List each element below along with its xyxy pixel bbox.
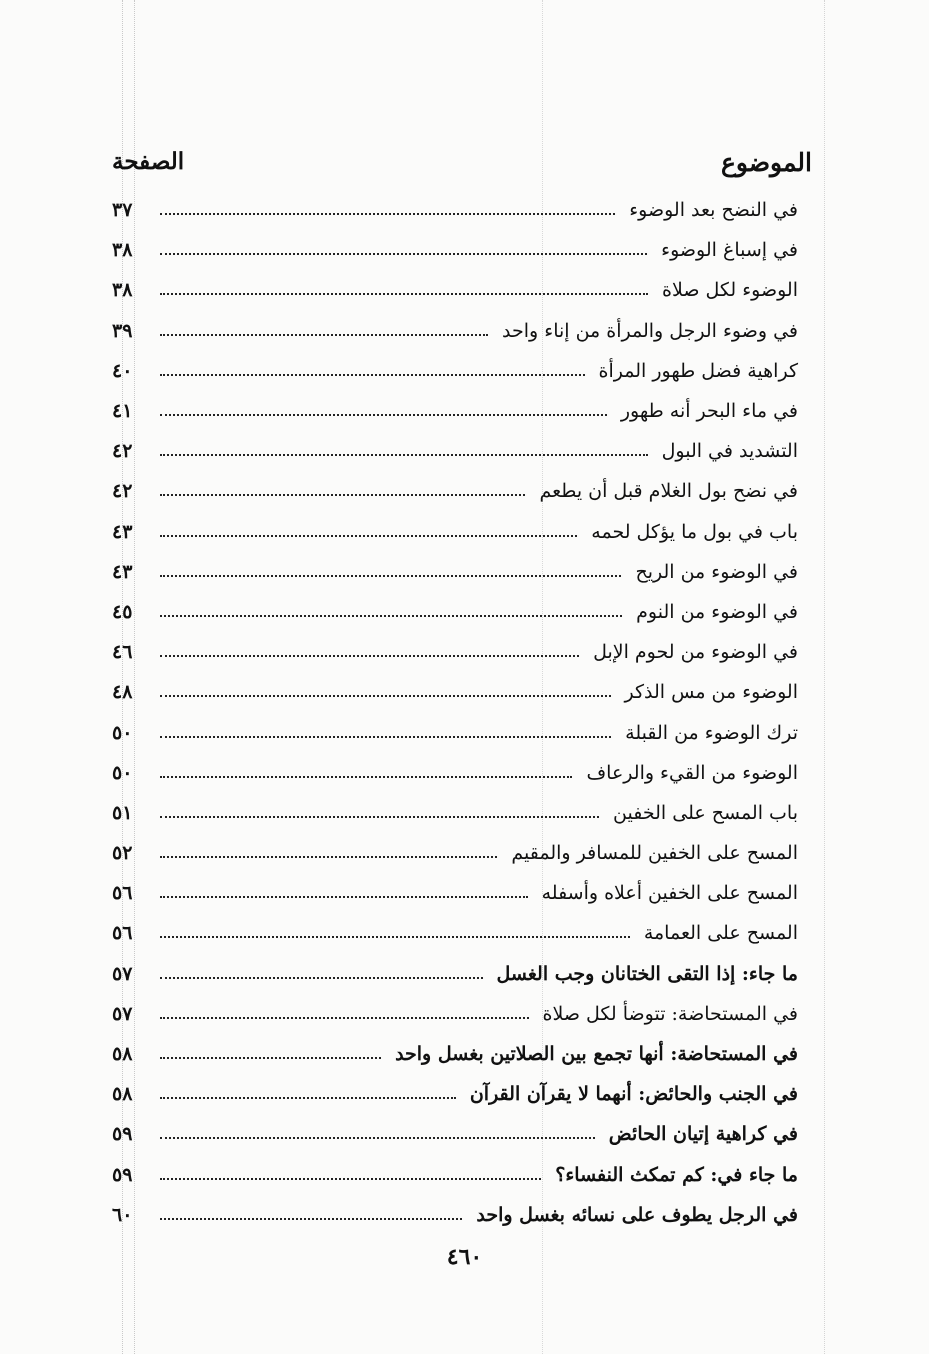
toc-entry-title: المسح على الخفين للمسافر والمقيم (511, 842, 798, 865)
toc-entry (112, 1114, 798, 1154)
toc-leader-dots (160, 1137, 595, 1139)
toc-entry-page: ٣٨ (112, 279, 133, 302)
toc-entry (112, 592, 798, 632)
toc-leader-dots (160, 454, 648, 456)
toc-entry (112, 351, 798, 391)
toc-leader-dots (160, 856, 497, 858)
toc-entry-title: المسح على العمامة (643, 922, 798, 945)
toc-leader-dots (160, 615, 622, 617)
toc-leader-dots (160, 293, 648, 295)
toc-entry-page: ٤٢ (112, 480, 133, 503)
toc-leader-dots (160, 936, 630, 938)
toc-entry-page: ٥٧ (112, 962, 133, 985)
toc-entry (112, 1074, 798, 1114)
toc-entry-page: ٤٨ (112, 681, 133, 704)
toc-entry-title: كراهية فضل طهور المرأة (598, 359, 798, 382)
toc-leader-dots (160, 334, 488, 336)
toc-entry (112, 672, 798, 712)
scan-artifact-line (824, 0, 825, 1354)
toc-entry-title: في ماء البحر أنه طهور (620, 400, 798, 423)
toc-entry-title: في المستحاضة: أنها تجمع بين الصلاتين بغسل واحد (395, 1043, 798, 1066)
toc-entry-page: ٥٦ (112, 922, 133, 945)
toc-leader-dots (160, 776, 572, 778)
toc-leader-dots (160, 1178, 541, 1180)
toc-entry (112, 712, 798, 752)
toc-entry (112, 994, 798, 1034)
toc-entry-title: في الرجل يطوف على نسائه بغسل واحد (476, 1203, 798, 1226)
toc-entry-title: في الوضوء من النوم (636, 600, 798, 623)
header-page-label: الصفحة (112, 148, 185, 175)
toc-entry-page: ٦٠ (112, 1203, 133, 1226)
toc-entry-title: في وضوء الرجل والمرأة من إناء واحد (502, 319, 798, 342)
toc-header (112, 148, 812, 184)
toc-entry (112, 1034, 798, 1074)
toc-leader-dots (160, 494, 525, 496)
toc-entry-page: ٤٣ (112, 560, 133, 583)
toc-entry-page: ٥٢ (112, 842, 133, 865)
toc-leader-dots (160, 575, 621, 577)
toc-entry-page: ٤٠ (112, 359, 133, 382)
toc-entry (112, 873, 798, 913)
toc-entry (112, 833, 798, 873)
toc-entry (112, 954, 798, 994)
toc-entry (112, 753, 798, 793)
toc-leader-dots (160, 1218, 462, 1220)
toc-entry (112, 270, 798, 310)
toc-leader-dots (160, 816, 599, 818)
toc-entry-page: ٥٩ (112, 1163, 133, 1186)
toc-entry-page: ٥٠ (112, 721, 133, 744)
toc-entry (112, 190, 798, 230)
toc-leader-dots (160, 1057, 381, 1059)
toc-entry-title: المسح على الخفين أعلاه وأسفله (541, 882, 798, 905)
toc-entry (112, 431, 798, 471)
toc-entry-title: باب في بول ما يؤكل لحمه (591, 520, 798, 543)
toc-entry-title: التشديد في البول (661, 440, 798, 463)
table-of-contents (112, 190, 798, 1235)
toc-entry (112, 793, 798, 833)
toc-entry-title: ما جاء في: كم تمكث النفساء؟ (555, 1163, 798, 1186)
toc-entry-page: ٥٨ (112, 1083, 133, 1106)
toc-entry-page: ٤٢ (112, 440, 133, 463)
toc-entry-title: الوضوء لكل صلاة (662, 279, 798, 302)
toc-leader-dots (160, 414, 607, 416)
toc-entry-title: ما جاء: إذا التقى الختانان وجب الغسل (496, 962, 798, 985)
toc-entry-page: ٤٥ (112, 600, 133, 623)
toc-entry-page: ٤٣ (112, 520, 133, 543)
toc-entry-page: ٥٨ (112, 1043, 133, 1066)
toc-entry (112, 471, 798, 511)
toc-entry-page: ٣٧ (112, 199, 133, 222)
toc-leader-dots (160, 253, 647, 255)
toc-entry-title: في الوضوء من الريح (635, 560, 798, 583)
toc-entry-title: الوضوء من مس الذكر (624, 681, 798, 704)
toc-entry (112, 1155, 798, 1195)
toc-entry (112, 311, 798, 351)
toc-entry-title: الوضوء من القيء والرعاف (586, 761, 798, 784)
toc-entry-title: ترك الوضوء من القبلة (625, 721, 798, 744)
toc-entry (112, 512, 798, 552)
toc-entry (112, 552, 798, 592)
toc-entry-title: في إسباغ الوضوء (661, 239, 798, 262)
toc-leader-dots (160, 977, 483, 979)
toc-entry-page: ٥١ (112, 801, 133, 824)
toc-entry-title: في كراهية إتيان الحائض (608, 1123, 798, 1146)
page-number: ٤٦٠ (446, 1244, 483, 1270)
toc-entry-title: في الوضوء من لحوم الإبل (593, 641, 798, 664)
toc-entry-title: في النضح بعد الوضوء (629, 199, 798, 222)
toc-entry-page: ٤١ (112, 400, 133, 423)
toc-leader-dots (160, 535, 577, 537)
toc-entry-page: ٥٦ (112, 882, 133, 905)
toc-entry-page: ٤٦ (112, 641, 133, 664)
toc-leader-dots (160, 695, 611, 697)
toc-entry (112, 913, 798, 953)
toc-leader-dots (160, 1097, 456, 1099)
toc-leader-dots (160, 1017, 529, 1019)
toc-entry (112, 230, 798, 270)
toc-leader-dots (160, 896, 528, 898)
toc-entry-page: ٥٧ (112, 1002, 133, 1025)
toc-leader-dots (160, 736, 611, 738)
toc-entry (112, 1195, 798, 1235)
toc-entry-title: في الجنب والحائض: أنهما لا يقرآن القرآن (469, 1083, 798, 1106)
toc-entry-title: باب المسح على الخفين (613, 801, 798, 824)
toc-leader-dots (160, 655, 579, 657)
toc-leader-dots (160, 374, 585, 376)
toc-entry-page: ٣٨ (112, 239, 133, 262)
toc-entry (112, 632, 798, 672)
toc-entry-title: في المستحاضة: تتوضأ لكل صلاة (542, 1002, 798, 1025)
toc-entry-page: ٥٩ (112, 1123, 133, 1146)
toc-entry-title: في نضح بول الغلام قبل أن يطعم (539, 480, 798, 503)
toc-entry (112, 391, 798, 431)
toc-entry-page: ٥٠ (112, 761, 133, 784)
toc-leader-dots (160, 213, 615, 215)
header-subject-label: الموضوع (721, 148, 812, 177)
toc-entry-page: ٣٩ (112, 319, 133, 342)
